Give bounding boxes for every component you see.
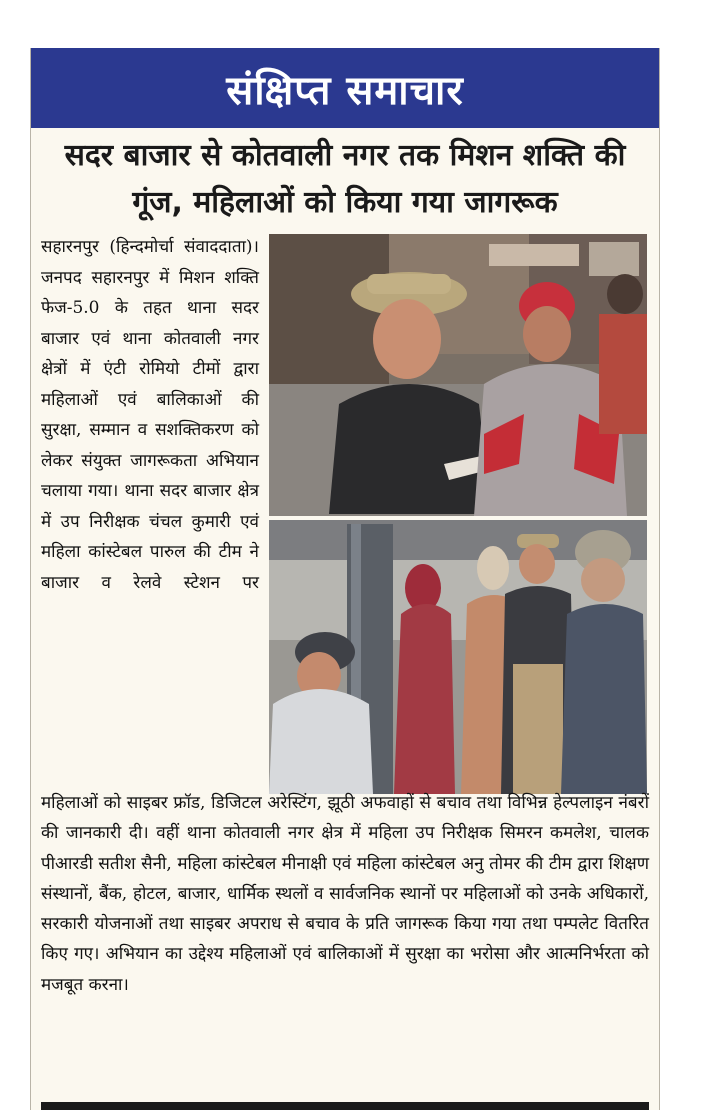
headline-line-1: सदर बाजार से कोतवाली नगर तक मिशन शक्ति की xyxy=(64,138,626,173)
article-paragraph-bottom: महिलाओं को साइबर फ्रॉड, डिजिटल अरेस्टिंग, झूठी अफवाहों से बचाव तथा विभिन्न हेल्पलाइन नंबरों की जानकारी दी। वहीं थाना कोतवाली नगर क्षेत्र में महिला उप निरीक्षक सिमरन कमलेश, चालक पीआरडी सतीश सैनी, महिला कांस्टेबल मीनाक्षी एवं महिला कांस्टेबल अनु तोमर की टीम द्वारा शिक्षण संस्थानों, बैंक, होटल, बाजार, धार्मिक स्थलों व सार्वजनिक स्थानों पर महिलाओं को उनके अधिकारों, सरकारी योजनाओं तथा साइबर अपराध से बचाव के प्रति जागरूक किया गया तथा पम्पलेट वितरित किए गए। अभियान का उद्देश्य महिलाओं एवं बालिकाओं में सुरक्षा का भरोसा और आत्मनिर्भरता को मजबूत करना। xyxy=(41,793,649,995)
article-body-left-column xyxy=(41,232,259,598)
section-banner xyxy=(31,48,659,128)
newspaper-clipping xyxy=(30,48,660,1110)
police-officer-with-woman-photo xyxy=(269,234,647,516)
headline-line-2: गूंज, महिलाओं को किया गया जागरूक xyxy=(132,185,558,220)
section-title: संक्षिप्त समाचार xyxy=(226,67,464,114)
next-article-edge xyxy=(41,1102,649,1110)
police-team-railway-station-photo xyxy=(269,520,647,794)
article-headline xyxy=(31,132,659,226)
article-body-bottom xyxy=(41,788,649,1000)
photo-illustration xyxy=(269,234,647,794)
article-photo-collage xyxy=(269,234,647,794)
article-paragraph-left: सहारनपुर (हिन्दमोर्चा संवाददाता)। जनपद सहारनपुर में मिशन शक्ति फेज-5.0 के तहत थाना सदर बाजार एवं थाना कोतवाली नगर क्षेत्रों में एंटी रोमियो टीमों द्वारा महिलाओं एवं बालिकाओं की सुरक्षा, सम्मान व सशक्तिकरण को लेकर संयुक्त जागरूकता अभियान चलाया गया। थाना सदर बाजार क्षेत्र में उप निरीक्षक चंचल कुमारी एवं महिला कांस्टेबल पारुल की टीम ने बाजार व रेलवे स्टेशन पर xyxy=(41,237,259,593)
